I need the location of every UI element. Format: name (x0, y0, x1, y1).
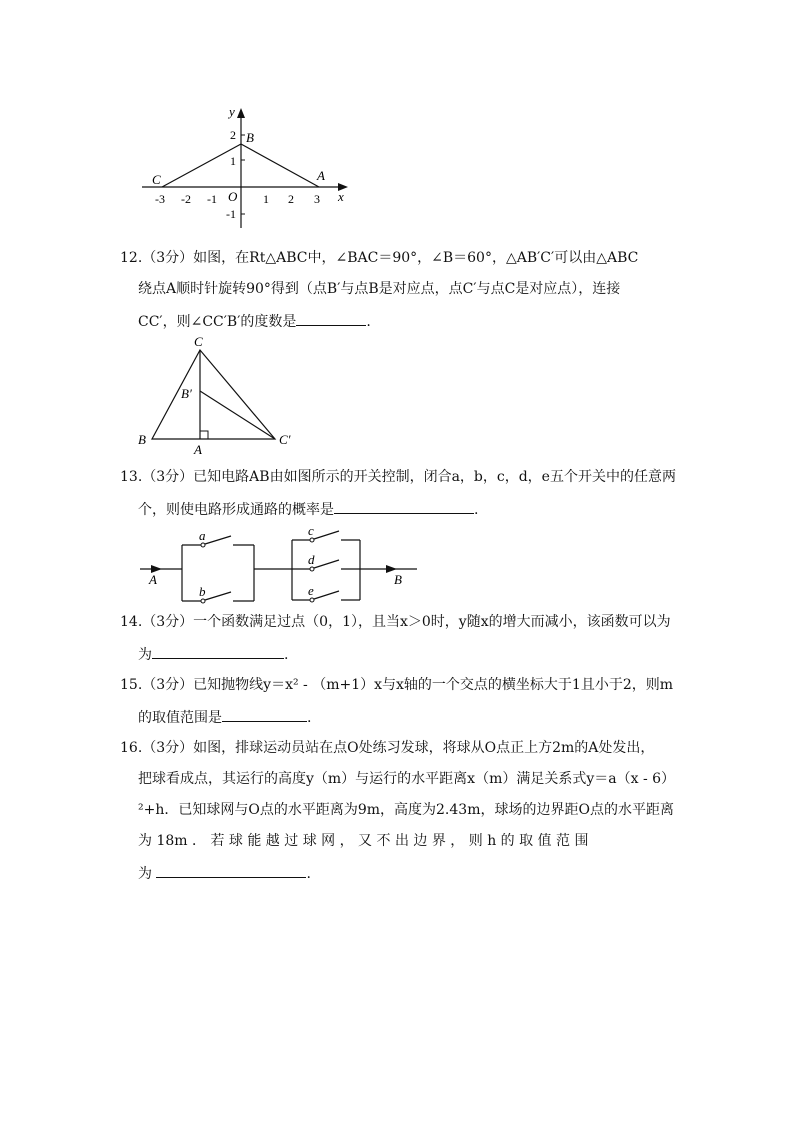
q15-line2 (138, 707, 311, 727)
x-axis-label: x (338, 189, 344, 204)
q12-answer-blank[interactable] (296, 311, 366, 326)
point-B-label: B (246, 130, 254, 145)
q15-answer-blank[interactable] (222, 707, 307, 722)
q12-line2: 绕点A顺时针旋转90°得到（点B′与点B是对应点，点C′与点C是对应点），连接 (138, 281, 621, 297)
fig12-A: A (194, 442, 202, 455)
x-tick-neg3: -3 (155, 192, 165, 206)
segment-BA (241, 144, 319, 187)
q13-answer-blank[interactable] (334, 499, 474, 514)
switch-a[interactable] (205, 536, 231, 544)
q16-line4: 为 18m ． 若 球 能 越 过 球 网 ， 又 不 出 边 界 ， 则 h 的 取 值 范 围 (138, 833, 589, 849)
x-tick-1: 1 (263, 192, 269, 206)
fig12-Cprime: C′ (279, 432, 291, 447)
triangle-outline (152, 350, 275, 439)
switch-d[interactable] (314, 560, 339, 568)
q12-period: . (366, 314, 371, 330)
switch-a-label: a (199, 528, 206, 543)
fig12-Bprime: B′ (181, 386, 192, 401)
switch-b-label: b (199, 584, 206, 599)
q14-period: . (284, 647, 289, 663)
q15-text: 的取值范围是 (138, 710, 222, 726)
terminal-A-label: A (149, 572, 157, 587)
q16-line3: ²+h．已知球网与O点的水平距离为9m，高度为2.43m，球场的边界距O点的水平距离 (138, 802, 674, 818)
x-tick-neg2: -2 (181, 192, 191, 206)
q13-text: 个，则使电路形成通路的概率是 (138, 502, 334, 518)
q14-answer-blank[interactable] (152, 644, 284, 659)
q15-period: . (307, 710, 312, 726)
segment-BprimeCprime (200, 391, 275, 439)
right-angle-mark (200, 431, 208, 439)
point-A-label: A (317, 168, 325, 183)
fig12-B: B (138, 432, 146, 447)
triangle-figure (130, 330, 300, 455)
switch-e[interactable] (314, 591, 339, 599)
origin-label: O (228, 189, 238, 204)
y-tick-1: 1 (230, 154, 236, 168)
q16-answer-blank[interactable] (156, 863, 306, 878)
point-C-label: C (152, 172, 161, 187)
q12-line1: 12.（3分）如图，在Rt△ABC中，∠BAC＝90°，∠B＝60°，△AB′C′可以由△ABC (120, 250, 639, 266)
y-axis-label: y (229, 104, 235, 119)
q16-period: . (306, 866, 311, 882)
q12-line3 (138, 311, 371, 331)
q13-line1: 13.（3分）已知电路AB由如图所示的开关控制，闭合a，b，c，d，e五个开关中的任意两 (120, 469, 676, 485)
q14-line1: 14.（3分）一个函数满足过点（0，1），且当x＞0时，y随x的增大而减小，该函数可以为 (120, 614, 671, 630)
q14-text: 为 (138, 647, 152, 663)
coordinate-graph (130, 100, 360, 230)
switch-b[interactable] (205, 592, 231, 600)
y-tick-neg1: -1 (226, 207, 236, 221)
x-tick-neg1: -1 (207, 192, 217, 206)
q14-line2 (138, 644, 288, 664)
fig12-C: C (194, 334, 203, 349)
q12-text: CC′，则∠CC′B′的度数是 (138, 314, 297, 330)
q16-line2: 把球看成点，其运行的高度y（m）与运行的水平距离x（m）满足关系式y＝a（x - 6） (138, 771, 676, 787)
q15-line1: 15.（3分）已知抛物线y＝x² - （m+1）x与x轴的一个交点的横坐标大于1且小于2，则m (120, 677, 674, 693)
q16-line1: 16.（3分）如图，排球运动员站在点O处练习发球，将球从O点正上方2m的A处发出， (120, 740, 655, 756)
switch-d-label: d (308, 552, 315, 567)
q16-text: 为 (138, 866, 152, 882)
q13-period: . (474, 502, 479, 518)
y-tick-2: 2 (230, 128, 236, 142)
switch-c-label: c (308, 523, 314, 538)
switch-e-label: e (308, 583, 314, 598)
circuit-figure (135, 520, 435, 612)
q13-line2 (138, 499, 478, 519)
q16-line5 (138, 863, 311, 883)
terminal-B-label: B (394, 572, 402, 587)
x-tick-3: 3 (314, 192, 320, 206)
x-tick-2: 2 (288, 192, 294, 206)
y-axis-arrow-icon (237, 108, 245, 118)
switch-c[interactable] (314, 531, 339, 539)
